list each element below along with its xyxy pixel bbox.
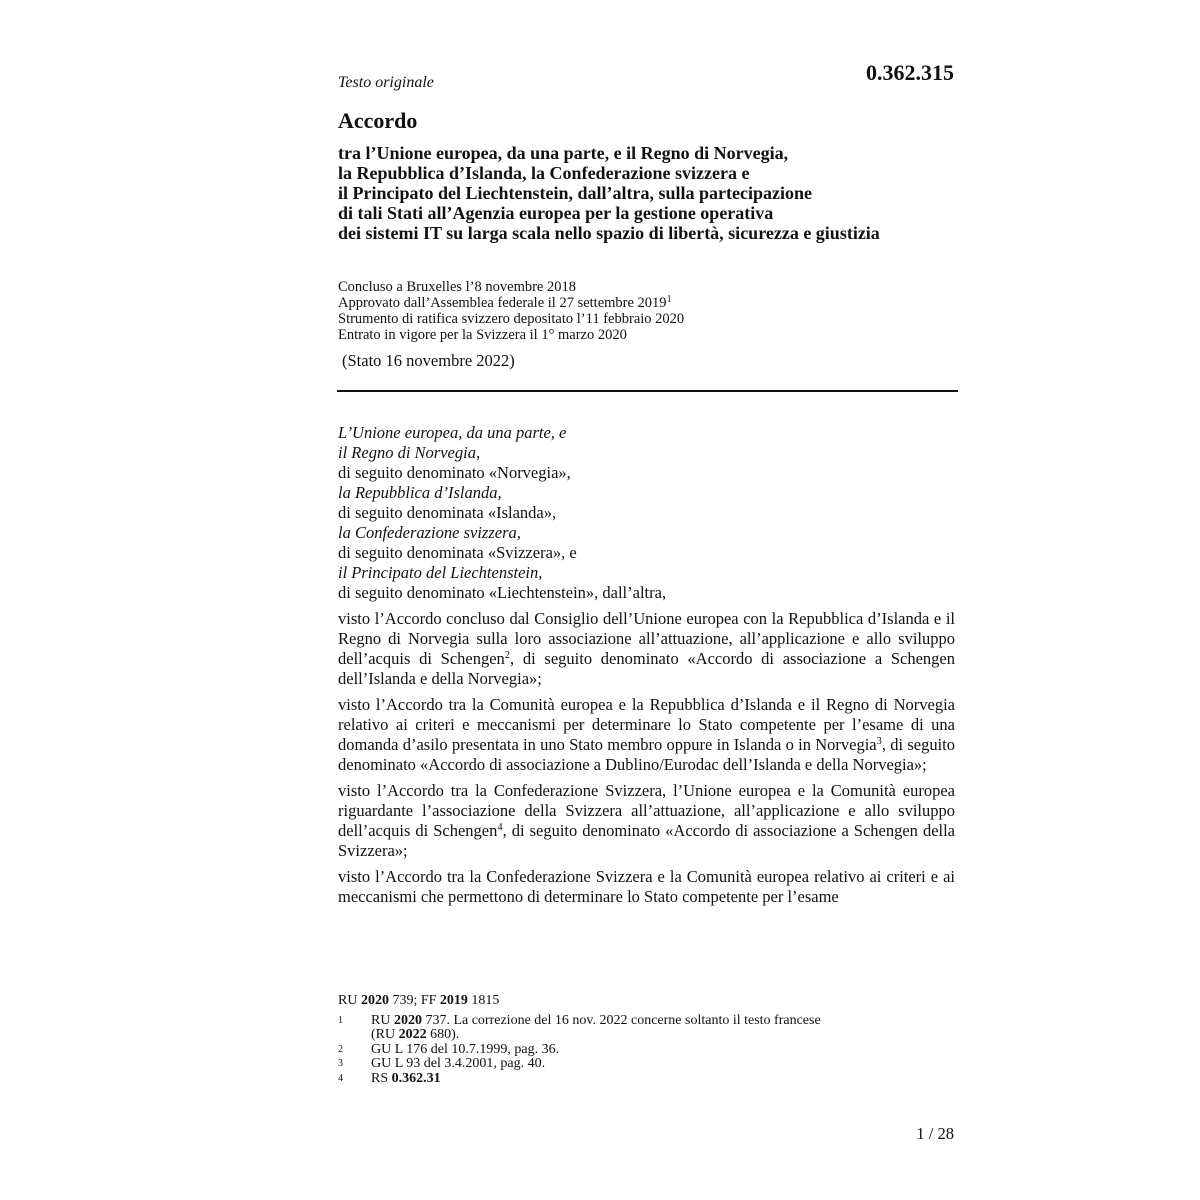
footnote-bold: 2020 (393, 1012, 422, 1028)
source-ff-year: 2019 (439, 993, 468, 1008)
recital-text: , di seguito denominato «Accordo di associazione a Schengen dell’Islanda e della Norvegia»; (338, 649, 955, 688)
contracting-parties (338, 423, 955, 603)
footnote-1 (338, 1014, 958, 1043)
footnote-bold: 0.362.31 (391, 1070, 441, 1086)
footnote-prefix: (RU (371, 1027, 396, 1042)
subtitle-line: dei sistemi IT su larga scala nello spazio di libertà, sicurezza e giustizia (338, 223, 880, 243)
party-line: il Regno di Norvegia, (338, 443, 481, 462)
footnote-3 (338, 1057, 958, 1072)
party-line: di seguito denominato «Norvegia», (338, 463, 571, 482)
party-line: di seguito denominata «Svizzera», e (338, 543, 577, 562)
footnote-line (371, 1014, 958, 1029)
subtitle-line: il Principato del Liechtenstein, dall’altra, sulla partecipazione (338, 183, 812, 203)
recital-text: , di seguito denominato «Accordo di associazione a Schengen della Svizzera»; (338, 821, 956, 860)
footnote-ref-2[interactable]: 2 (504, 650, 511, 661)
subtitle-line: la Repubblica d’Islanda, la Confederazione svizzera e (338, 163, 750, 183)
footnote-ref-3[interactable]: 3 (876, 736, 882, 747)
footnotes (338, 994, 958, 1086)
recital-text: visto l’Accordo concluso dal Consiglio dell’Unione europea con la Repubblica d’Islanda e il Regno di Norvegia sulla loro associazione all’attuazione, all’applicazione e allo sviluppo dell’acquis di Schengen (338, 609, 955, 668)
document-meta (338, 279, 684, 343)
meta-approved (338, 295, 684, 311)
document-title: Accordo (338, 108, 418, 133)
meta-ratification: Strumento di ratifica svizzero depositato l’11 febbraio 2020 (338, 311, 685, 327)
recital-text: visto l’Accordo tra la Comunità europea e la Repubblica d’Islanda e il Regno di Norvegia relativo ai criteri e meccanismi per determinare lo Stato competente per l’esame di una domanda d’asilo presentata in uno Stato membro oppure in Islanda o in Norvegia (338, 695, 955, 754)
document-subtitle (338, 143, 978, 243)
meta-in-force: Entrato in vigore per la Svizzera il 1° marzo 2020 (338, 327, 627, 343)
party-line: di seguito denominata «Islanda», (338, 503, 557, 522)
page-number: 1 / 28 (916, 1124, 954, 1143)
party-line: la Repubblica d’Islanda, (338, 483, 502, 502)
subtitle-line: tra l’Unione europea, da una parte, e il Regno di Norvegia, (338, 143, 789, 163)
footnote-text: 737. La correzione del 16 nov. 2022 concerne soltanto il testo francese (425, 1012, 821, 1028)
footnote-line (371, 1028, 958, 1043)
footnote-number: 3 (338, 1058, 343, 1069)
footnote-ref-1[interactable]: 1 (666, 294, 672, 305)
source-ru-year: 2020 (360, 993, 389, 1008)
source-ru-label: RU (338, 993, 358, 1008)
party-line: la Confederazione svizzera, (338, 523, 521, 542)
footnote-4 (338, 1072, 958, 1087)
subtitle-line: di tali Stati all’Agenzia europea per la gestione operativa (338, 203, 774, 223)
footnote-ref-4[interactable]: 4 (497, 822, 503, 833)
meta-concluded: Concluso a Bruxelles l’8 novembre 2018 (338, 279, 576, 295)
text-status: Testo originale (338, 74, 434, 91)
footnote-source (338, 994, 958, 1009)
source-ff-page: 1815 (471, 993, 500, 1008)
recital (338, 781, 955, 861)
footnote-number: 2 (338, 1043, 343, 1055)
recital-text: visto l’Accordo tra la Confederazione Svizzera, l’Unione europea e la Comunità europea riguardante l’associazione della Svizzera all’attuazione, all’applicazione e allo sviluppo dell’acquis di Schengen (338, 781, 955, 840)
state-date: (Stato 16 novembre 2022) (342, 351, 515, 370)
footnote-2 (338, 1043, 958, 1058)
party-line: di seguito denominato «Liechtenstein», dall’altra, (338, 583, 667, 602)
recital-text: , di seguito denominato «Accordo di associazione a Dublino/Eurodac dell’Islanda e della Norvegia»; (338, 735, 955, 774)
recital (338, 695, 955, 775)
footnote-prefix: RU (371, 1012, 391, 1028)
footnote-number: 4 (338, 1072, 343, 1084)
header-divider (337, 390, 958, 392)
footnote-bold: 2022 (398, 1027, 427, 1042)
source-ru-page: 739; FF (392, 993, 437, 1008)
recital-text: visto l’Accordo tra la Confederazione Svizzera e la Comunità europea relativo ai criteri e ai meccanismi che permettono di determinare lo Stato competente per l’esame (338, 867, 955, 906)
footnote-text: GU L 176 del 10.7.1999, pag. 36. (371, 1041, 560, 1057)
party-line: L’Unione europea, da una parte, e (338, 423, 567, 442)
footnote-prefix: RS (371, 1070, 389, 1086)
meta-approved-text: Approvato dall’Assemblea federale il 27 settembre 2019 (338, 295, 667, 311)
sr-number: 0.362.315 (866, 60, 954, 85)
recital (338, 867, 955, 907)
preamble (338, 423, 955, 907)
party-line: il Principato del Liechtenstein, (338, 563, 543, 582)
footnote-text: 680). (430, 1027, 460, 1042)
recital (338, 609, 955, 689)
footnote-text: GU L 93 del 3.4.2001, pag. 40. (371, 1056, 546, 1071)
footnote-number: 1 (338, 1014, 343, 1026)
